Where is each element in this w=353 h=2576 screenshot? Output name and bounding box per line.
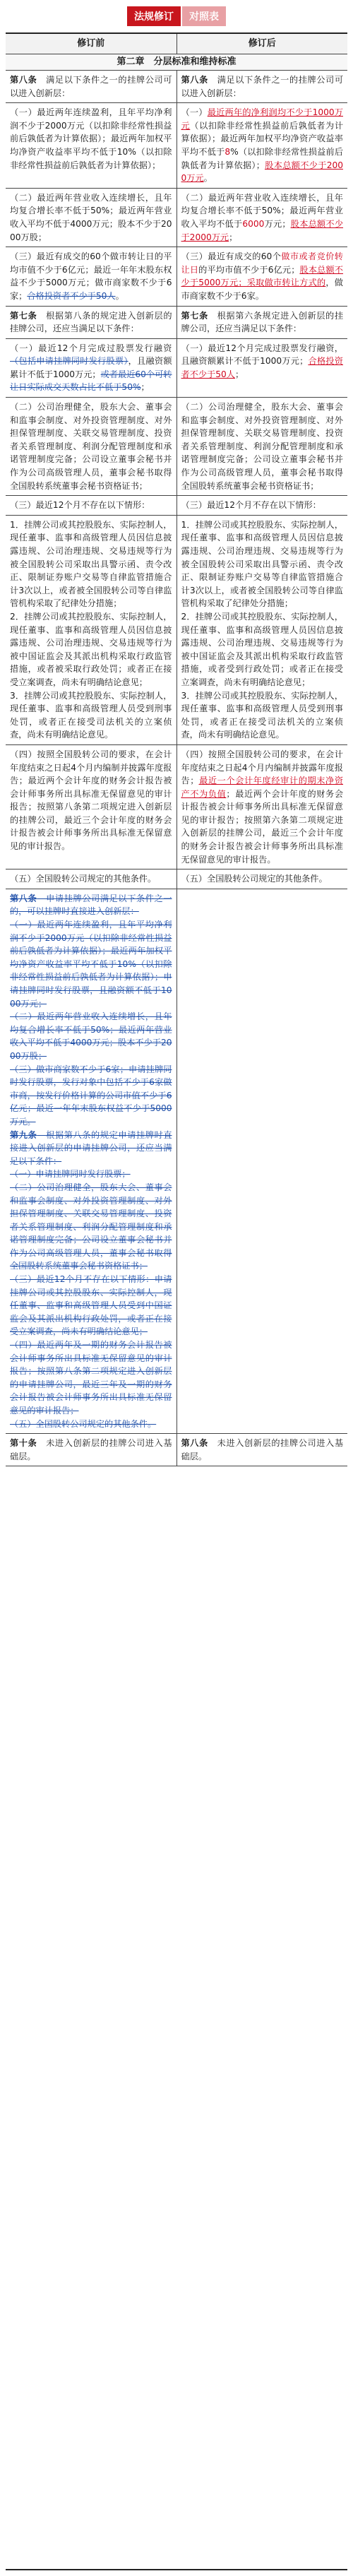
table-row [6, 307, 347, 339]
cell-after: （三）最近有成交的60个做市或者竞价转让日的平均市值不少于6亿元；股本总额不少于5000万元；采取做市转让方式的，做市商家数不少于6家。 [181, 251, 343, 301]
table-header [6, 32, 347, 54]
cell-before: （一）最近两年连续盈利，且年平均净利润不少于2000万元（以扣除非经常性损益前后孰低者为计算依据）；最近两年加权平均净资产收益率平均不低于10%（以扣除非经常性损益前后孰低者为计算依据）； [6, 103, 177, 188]
table-row [6, 516, 347, 745]
cell-after: （一）最近两年的净利润均不少于1000万元（以扣除非经常性损益前后孰低者为计算依据）；最近两年加权平均净资产收益率平均不低于8%（以扣除非经常性损益前后孰低者为计算依据）；股本总额不少于2000万元。 [181, 107, 344, 184]
cell-before: （一）最近12个月完成过股票发行融资（包括申请挂牌同时发行股票），且融资额累计不低于1000万元；或者最近60个可转让日实际成交天数占比不低于50%； [6, 339, 177, 397]
cell-after [177, 889, 348, 1433]
cell-before: （五）全国股转公司规定的其他条件。 [6, 869, 177, 889]
table-row [6, 398, 347, 496]
cell-before: 第十条 未进入创新层的挂牌公司进入基础层。 [6, 1434, 177, 1466]
cell-before: 第七条 根据第八条的规定进入创新层的挂牌公司，还应当满足以下条件： [6, 307, 177, 338]
cell-before: 1．挂牌公司或其控股股东、实际控制人，现任董事、监事和高级管理人员因信息披露违规、公司治理违规、交易违规等行为被全国股转公司采取出具警示函、责令改正、限制证券账户交易等自律监管措施合计3次以上，或者被全国股转公司等自律监管机构采取了纪律处分措施； 2．挂牌公司或其控股股东、实际控制人，现任董事、监事和高级管理人员因信息披露违规、公司治理违规、交易违规等行为被中国证监会及其派出机构采取行政监管措施，或者被采取行政处罚；或者正在接受立案调查，尚未有明确结论意见； 3．挂牌公司或其控股股东、实际控制人，现任董事、监事和高级管理人员受到刑事处罚，或者正在接受司法机关的立案侦查，尚未有明确结论意见。 [6, 516, 177, 744]
cell-after: （二）最近两年营业收入连续增长，且年均复合增长率不低于50%；最近两年营业收入平均不低于6000万元；股本总额不少于2000万元； [181, 192, 344, 242]
table-row [6, 889, 347, 1434]
cell-after: （四）按照全国股转公司的要求，在会计年度结束之日起4个月内编制并披露年度报告；最近一个会计年度经审计的期末净资产不为负值；最近两个会计年度的财务会计报告被会计师事务所出具标准无保留意见的审计报告；按照第六条第二项规定进入创新层的挂牌公司，最近三个会计年度的财务会计报告被会计师事务所出具标准无保留意见的审计报告。 [181, 749, 344, 865]
cell-before: （四）按照全国股转公司的要求，在会计年度结束之日起4个月内编制并披露年度报告；最近两个会计年度的财务会计报告被会计师事务所出具标准无保留意见的审计报告；按照第八条第二项规定进入创新层的挂牌公司，最近三个会计年度的财务会计报告被会计师事务所出具标准无保留意见的审计报告。 [6, 745, 177, 869]
table-row [6, 869, 347, 889]
comparison-table [6, 32, 347, 2570]
table-row [6, 745, 347, 869]
table-bottom-rule [6, 2569, 347, 2570]
header-before: 修订前 [6, 34, 177, 54]
cell-after: （二）公司治理健全，股东大会、董事会和监事会制度、对外投资管理制度、对外担保管理制度、关联交易管理制度、投资者关系管理制度、利润分配管理制度和承诺管理制度完备；公司设立董事会秘书并作为公司高级管理人员，董事会秘书取得全国股转系统董事会秘书资格证书； [181, 402, 343, 491]
cell-before: 第八条 申请挂牌公司满足以下条件之一的，可以挂牌时直接进入创新层： （一）最近两年连续盈利，且年平均净利润不少于2000万元（以扣除非经常性损益前后孰低者为计算依据）；最近两年加权平均净资产收益率平均不低于10%（以扣除非经常性损益前后孰低者为计算依据）；申请挂牌同时发行股票，且融资额不低于1000万元； （二）最近两年营业收入连续增长，且年均复合增长率不低于50%；最近两年营业收入平均不低于4000万元；股本不少于2000万股； （三）做市商家数不少于6家；申请挂牌同时发行股票，发行对象中包括不少于6家做市商，按发行价格计算的公司市值不少于6亿元；最近一年年末股东权益不少于5000万元。 第九条 根据第八条的规定申请挂牌时直接进入创新层的申请挂牌公司，还应当满足以下条件： （一）申请挂牌同时发行股票； （二）公司治理健全，股东大会、董事会和监事会制度、对外投资管理制度、对外担保管理制度、关联交易管理制度、投资者关系管理制度、利润分配管理制度和承诺管理制度完备；公司设立董事会秘书并作为公司高级管理人员，董事会秘书取得全国股转系统董事会秘书资格证书； （三）最近12个月不存在以下情形：申请挂牌公司或其控股股东、实际控制人，现任董事、监事和高级管理人员受到中国证监会及其派出机构行政处罚，或者正在接受立案调查，尚未有明确结论意见； （四）最近两年及一期的财务会计报告被会计师事务所出具标准无保留意见的审计报告；按照第八条第二项规定进入创新层的申请挂牌公司，最近三年及一期的财务会计报告被会计师事务所出具标准无保留意见的审计报告； （五）全国股转公司规定的其他条件。 [6, 889, 177, 1433]
cell-before: 第八条 满足以下条件之一的挂牌公司可以进入创新层： [6, 71, 177, 102]
cell-after: 第八条 未进入创新层的挂牌公司进入基础层。 [181, 1438, 344, 1461]
tab-revision: 法规修订 [127, 6, 181, 26]
cell-before: （三）最近有成交的60个做市转让日的平均市值不少于6亿元；最近一年年末股东权益不少于5000万元；做市商家数不少于6家；合格投资者不少于50人。 [6, 247, 177, 305]
cell-after: 第八条 满足以下条件之一的挂牌公司可以进入创新层： [181, 75, 344, 98]
cell-before: （二）公司治理健全，股东大会、董事会和监事会制度、对外投资管理制度、对外担保管理制度、关联交易管理制度、投资者关系管理制度、利润分配管理制度和承诺管理制度完备；公司设立董事会秘书并作为公司高级管理人员，董事会秘书取得全国股转系统董事会秘书资格证书； [6, 398, 177, 495]
cell-before: （三）最近12个月不存在以下情形： [6, 496, 177, 515]
cell-after: （三）最近12个月不存在以下情形： [181, 500, 321, 511]
cell-after: （一）最近12个月完成过股票发行融资，且融资额累计不低于1000万元；合格投资者不少于50人； [181, 343, 343, 379]
table-row [6, 1434, 347, 1466]
table-body [6, 71, 347, 1466]
table-row [6, 103, 347, 189]
cell-after: （五）全国股转公司规定的其他条件。 [181, 874, 328, 884]
table-row [6, 496, 347, 516]
table-row [6, 71, 347, 103]
cell-after: 1．挂牌公司或其控股股东、实际控制人，现任董事、监事和高级管理人员因信息披露违规、公司治理违规、交易违规等行为被全国股转公司采取出具警示函、责令改正、限制证券账户交易等自律监管措施合计3次以上，或者被全国股转公司等自律监管机构采取了纪律处分措施； 2．挂牌公司或其控股股东、实际控制人，现任董事、监事和高级管理人员因信息披露违规、公司治理违规、交易违规等行为被中国证监会及其派出机构采取行政监管措施，或者受到行政处罚；或者正在接受立案调查，尚未有明确结论意见； 3．挂牌公司或其控股股东、实际控制人，现任董事、监事和高级管理人员受到刑事处罚，或者正在接受司法机关的立案侦查，尚未有明确结论意见。 [181, 519, 343, 740]
cell-before: （二）最近两年营业收入连续增长，且年均复合增长率不低于50%；最近两年营业收入平均不低于4000万元；股本不少于2000万股； [6, 189, 177, 247]
title-tabs [0, 0, 353, 32]
table-row [6, 339, 347, 398]
table-row [6, 247, 347, 306]
chapter-title: 第二章 分层标准和维持标准 [6, 54, 347, 71]
tab-comparison: 对照表 [182, 6, 226, 26]
table-row [6, 189, 347, 247]
cell-after: 第七条 根据第六条规定进入创新层的挂牌公司，还应当满足以下条件： [181, 310, 344, 334]
header-after: 修订后 [248, 38, 276, 49]
